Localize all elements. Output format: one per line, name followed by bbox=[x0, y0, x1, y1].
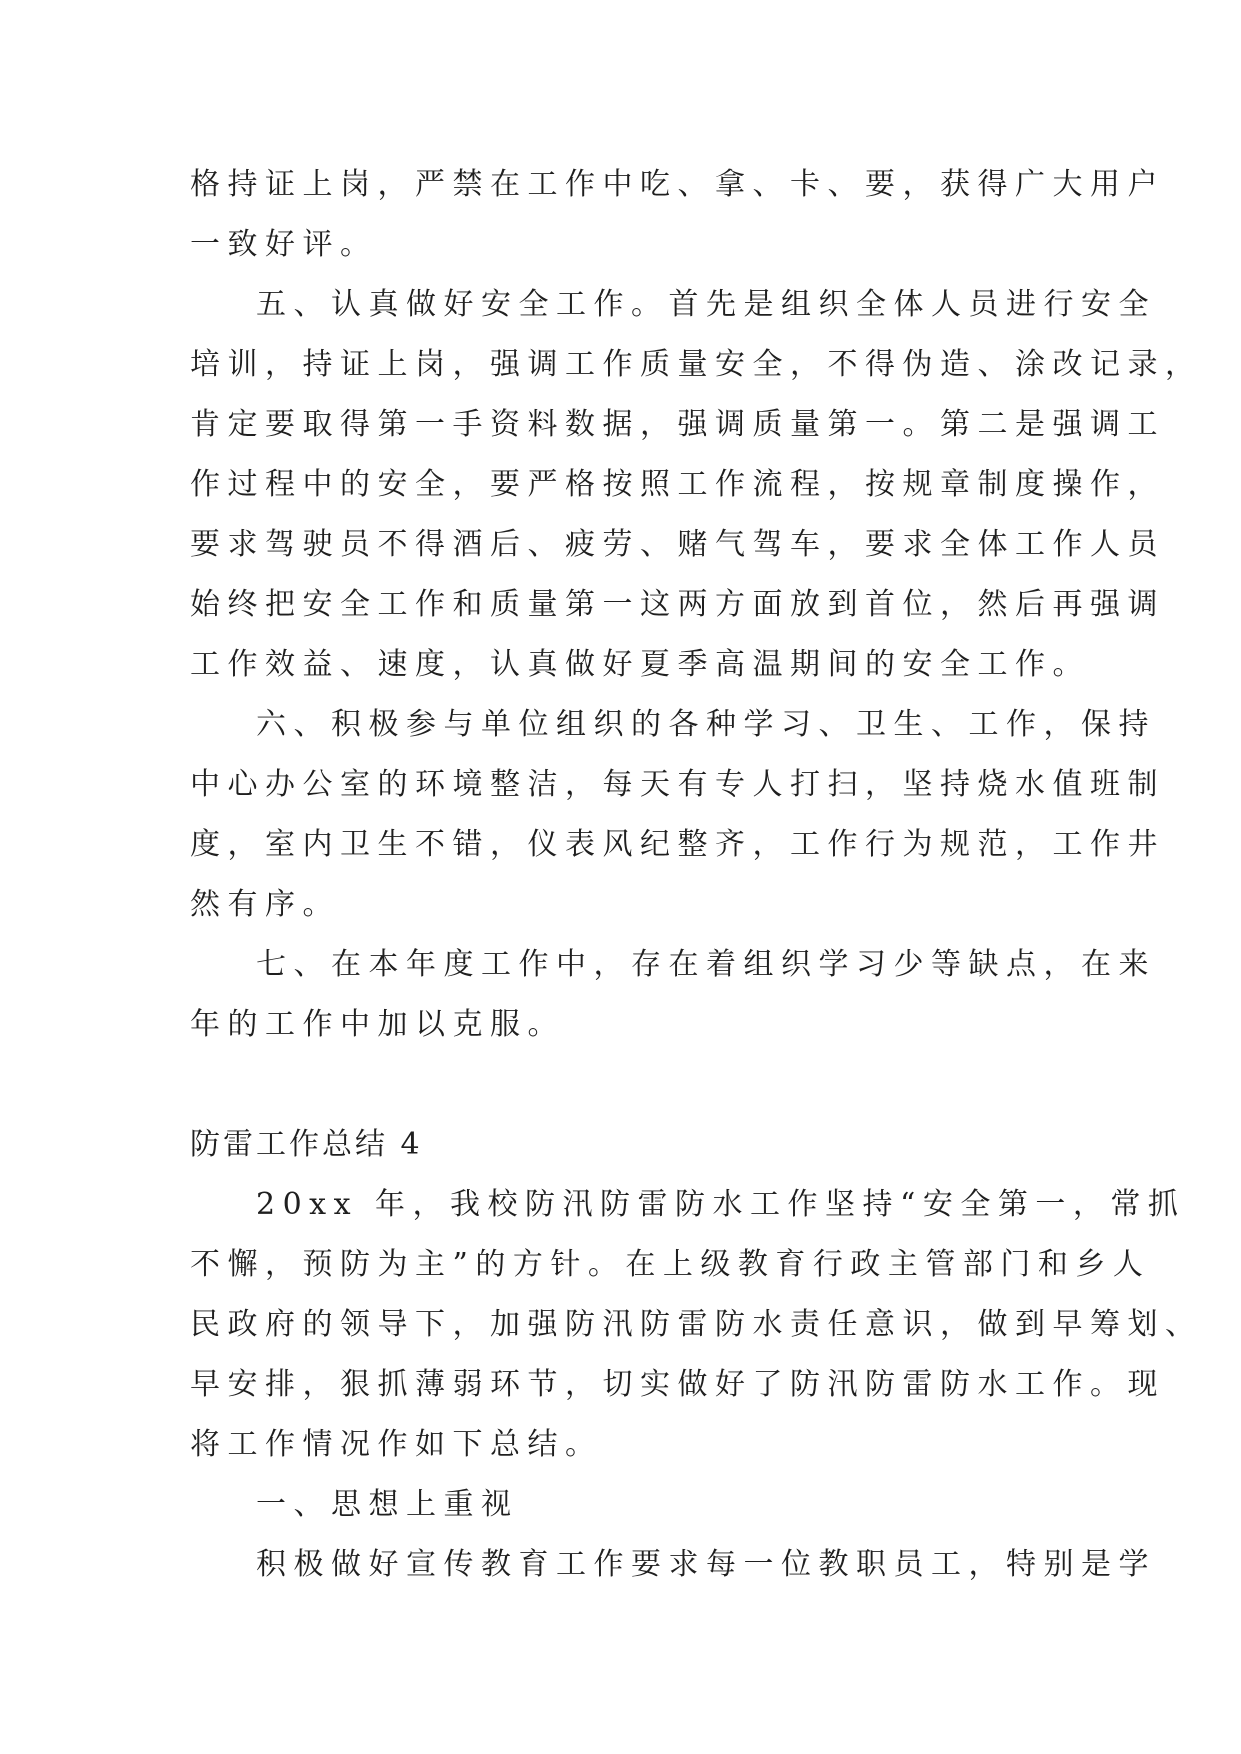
section-heading: 防雷工作总结 4 bbox=[190, 1127, 423, 1162]
text-line: 六、积极参与单位组织的各种学习、卫生、工作，保持 bbox=[256, 707, 1156, 742]
text-line: 中心办公室的环境整洁，每天有专人打扫，坚持烧水值班制 bbox=[190, 767, 1165, 802]
text-line: 早安排，狠抓薄弱环节，切实做好了防汛防雷防水工作。现 bbox=[190, 1367, 1165, 1402]
text-line: 工作效益、速度，认真做好夏季高温期间的安全工作。 bbox=[190, 647, 1090, 682]
intro-paragraph bbox=[190, 1175, 1203, 1475]
text-line: 将工作情况作如下总结。 bbox=[190, 1427, 603, 1462]
text-line: 肯定要取得第一手资料数据，强调质量第一。第二是强调工 bbox=[190, 407, 1165, 442]
text-line: 20xx 年，我校防汛防雷防水工作坚持“安全第一，常抓 bbox=[256, 1187, 1186, 1222]
text-line: 积极做好宣传教育工作要求每一位教职员工，特别是学 bbox=[256, 1547, 1156, 1582]
text-line: 格持证上岗，严禁在工作中吃、拿、卡、要，获得广大用户 bbox=[190, 167, 1165, 202]
text-line: 培训，持证上岗，强调工作质量安全，不得伪造、涂改记录， bbox=[190, 347, 1203, 382]
text-line: 民政府的领导下，加强防汛防雷防水责任意识，做到早筹划、 bbox=[190, 1307, 1203, 1342]
section-six-paragraph bbox=[190, 695, 1165, 935]
text-line: 不懈，预防为主”的方针。在上级教育行政主管部门和乡人 bbox=[190, 1247, 1151, 1282]
subheading-one: 一、思想上重视 bbox=[256, 1487, 519, 1522]
paragraph-one bbox=[190, 1535, 1156, 1595]
section-five-paragraph bbox=[190, 275, 1203, 695]
paragraph-gap bbox=[190, 1055, 1050, 1115]
document-body bbox=[190, 155, 1203, 1595]
text-line: 要求驾驶员不得酒后、疲劳、赌气驾车，要求全体工作人员 bbox=[190, 527, 1165, 562]
text-line: 七、在本年度工作中，存在着组织学习少等缺点，在来 bbox=[256, 947, 1156, 982]
text-line: 始终把安全工作和质量第一这两方面放到首位，然后再强调 bbox=[190, 587, 1165, 622]
text-line: 年的工作中加以克服。 bbox=[190, 1007, 565, 1042]
text-line: 一致好评。 bbox=[190, 227, 378, 262]
text-line: 然有序。 bbox=[190, 887, 340, 922]
continuation-paragraph bbox=[190, 155, 1165, 275]
text-line: 五、认真做好安全工作。首先是组织全体人员进行安全 bbox=[256, 287, 1156, 322]
text-line: 度，室内卫生不错，仪表风纪整齐，工作行为规范，工作井 bbox=[190, 827, 1165, 862]
text-line: 作过程中的安全，要严格按照工作流程，按规章制度操作， bbox=[190, 467, 1165, 502]
section-seven-paragraph bbox=[190, 935, 1156, 1055]
